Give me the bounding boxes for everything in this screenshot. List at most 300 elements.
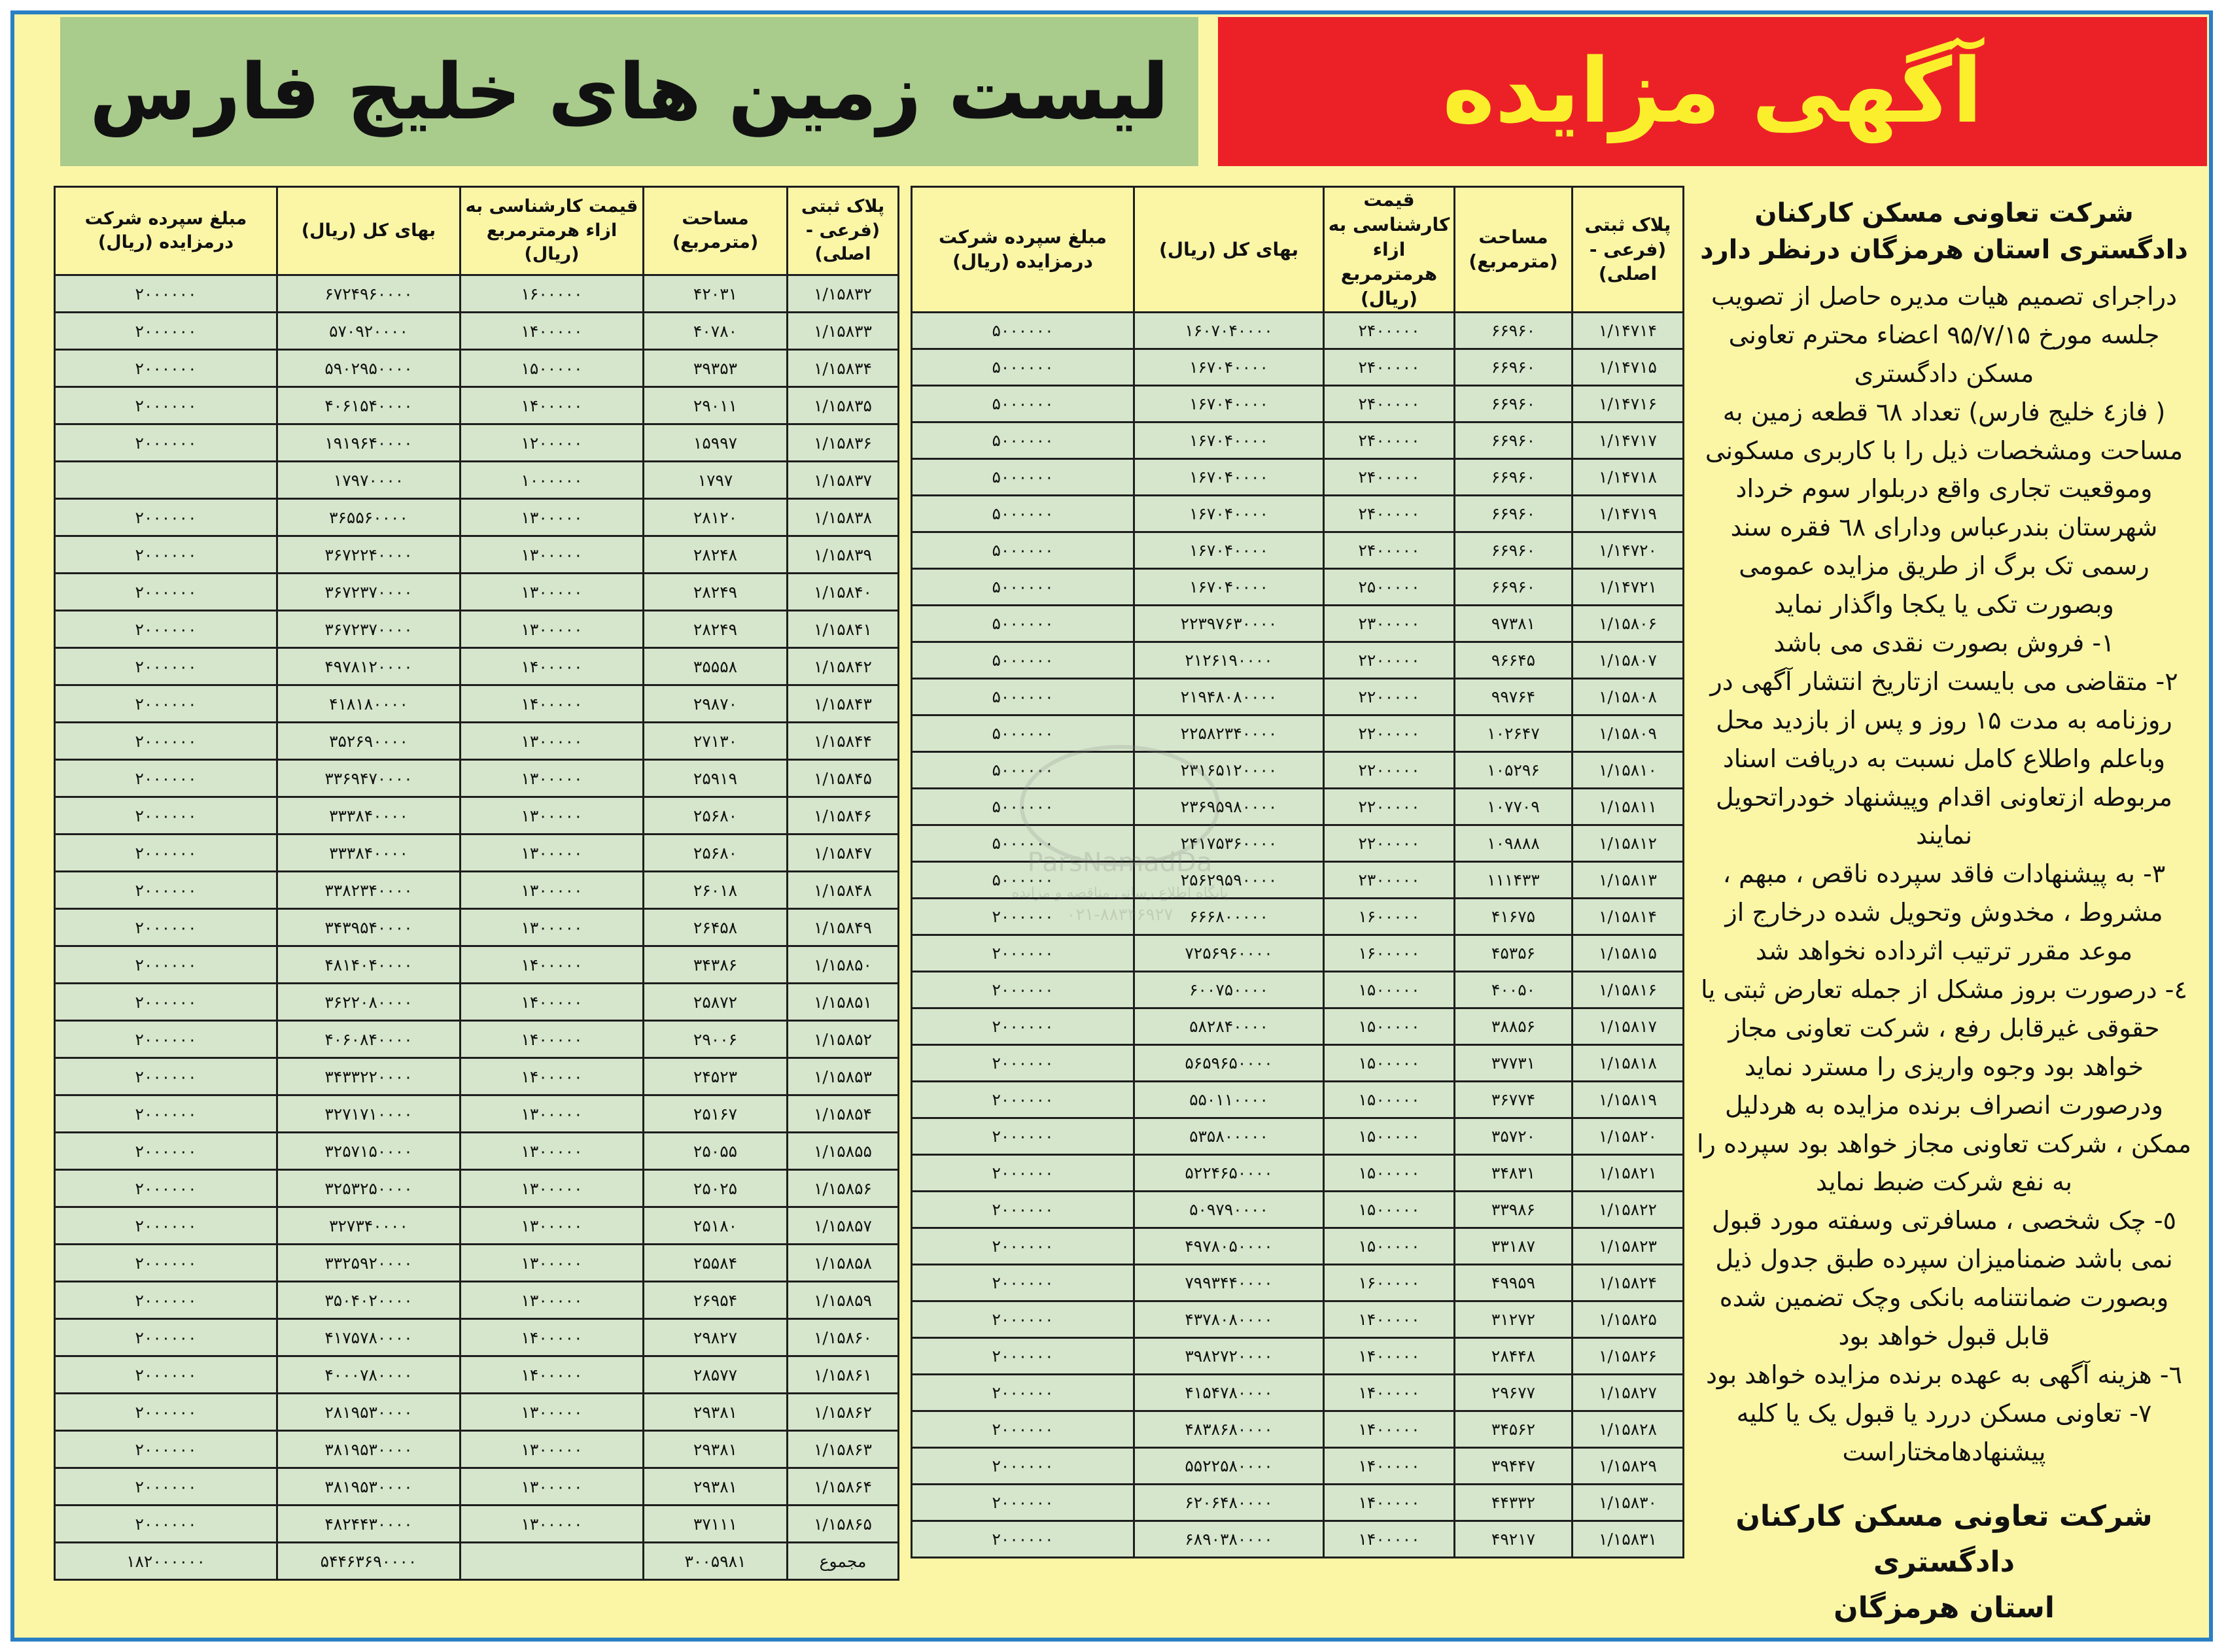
- table-row: [912, 1228, 1684, 1264]
- table-cell: ۶۶۹۶۰: [1455, 568, 1573, 605]
- table-row: [55, 909, 899, 946]
- table-cell: ۲۳۰۰۰۰۰: [1324, 605, 1455, 642]
- table-cell: ۲۰۰۰۰۰۰: [55, 1394, 277, 1431]
- table-cell: ۳۱۲۷۲: [1455, 1301, 1573, 1337]
- land-table-right: [911, 186, 1684, 1558]
- table-cell: ۲۰۰۰۰۰۰: [55, 1468, 277, 1506]
- table-row: [912, 1484, 1684, 1521]
- table-cell: ۲۲۰۰۰۰۰: [1324, 678, 1455, 715]
- table-cell: ۱/۱۵۸۵۶: [788, 1170, 899, 1207]
- table-cell: ۲۸۲۴۹: [644, 611, 788, 648]
- table-cell: ۲۵۶۸۰: [644, 797, 788, 835]
- table-cell: ۲۰۰۰۰۰۰: [912, 1447, 1134, 1484]
- table-row: [55, 946, 899, 984]
- table-cell: ۱/۱۵۸۵۲: [788, 1021, 899, 1058]
- table-cell: ۱/۱۵۸۲۰: [1573, 1118, 1684, 1154]
- notice-paragraph: ۲- متقاضی می بایست ازتاریخ انتشار آگهی در روزنامه به مدت ۱۵ روز و پس از بازدید محل وباعلم واطلاع کامل نسبت به دریافت اسناد مربوطه ازتعاونی اقدام وپیشنهاد خودراتحویل نمایند: [1710, 666, 2178, 850]
- table-cell: ۲۱۲۶۱۹۰۰۰۰: [1134, 642, 1324, 678]
- table-cell: ۶۷۲۴۹۶۰۰۰۰: [277, 275, 461, 313]
- table-cell: ۵۰۰۰۰۰۰: [912, 422, 1134, 458]
- table-cell: ۲۵۶۲۹۵۹۰۰۰۰: [1134, 861, 1324, 898]
- table-cell: ۱۶۰۰۰۰۰: [1324, 1264, 1455, 1301]
- table-cell: ۱/۱۵۸۰۷: [1573, 642, 1684, 678]
- table-cell: ۱/۱۵۸۳۹: [788, 536, 899, 574]
- table-row: [912, 825, 1684, 861]
- table-cell: ۲۰۰۰۰۰۰: [55, 1021, 277, 1058]
- table-cell: ۱/۱۵۸۵۰: [788, 946, 899, 984]
- table-cell: ۲۹۳۸۱: [644, 1394, 788, 1431]
- table-cell: ۱۶۷۰۴۰۰۰۰: [1134, 568, 1324, 605]
- watermark-text: ۰۲۱-۸۸۳۴۶۹۲۷: [1066, 905, 1174, 925]
- table-cell: ۱۳۰۰۰۰۰: [461, 574, 644, 611]
- table-cell: ۵۰۰۰۰۰۰: [912, 861, 1134, 898]
- table-cell: ۱۴۰۰۰۰۰: [461, 648, 644, 685]
- table-cell: ۲۰۰۰۰۰۰: [912, 935, 1134, 971]
- table-cell: ۱۲۰۰۰۰۰: [461, 424, 644, 462]
- table-cell: ۳۶۷۷۴: [1455, 1081, 1573, 1118]
- table-cell: ۲۹۶۷۷: [1455, 1374, 1573, 1411]
- table-row: [55, 499, 899, 536]
- table-row: [912, 935, 1684, 971]
- table-cell: ۱/۱۵۸۶۱: [788, 1356, 899, 1394]
- table-cell: ۱۶۷۰۴۰۰۰۰: [1134, 422, 1324, 458]
- table-cell: ۶۶۹۶۰: [1455, 422, 1573, 458]
- table-cell: ۶۲۰۶۴۸۰۰۰۰: [1134, 1484, 1324, 1521]
- table-cell: ۱۴۰۰۰۰۰: [1324, 1337, 1455, 1374]
- table-cell: ۶۶۹۶۰: [1455, 349, 1573, 385]
- table-cell: ۲۸۴۴۸: [1455, 1337, 1573, 1374]
- table-cell: ۱/۱۴۷۱۸: [1573, 458, 1684, 495]
- table-cell: ۳۳۳۸۴۰۰۰۰: [277, 835, 461, 872]
- notice-paragraph: ( فاز٤ خلیج فارس) تعداد ٦٨ قطعه زمین به مساحت ومشخصات ذیل را با کاربری مسکونی وموقعیت تجاری واقع دربلوار سوم خرداد شهرستان بندرعباس ودارای ٦٨ فقره سند رسمی تک برگ از طریق مزایده عمومی وبصورت تکی یا یکجا واگذار نماید: [1705, 397, 2183, 619]
- table-cell: [55, 462, 277, 499]
- table-cell: ۹۶۶۴۵: [1455, 642, 1573, 678]
- table-cell: ۱/۱۵۸۵۴: [788, 1095, 899, 1133]
- table-row: [912, 349, 1684, 385]
- watermark-text: پایگاه اطلاع رسانی مناقصه و مزایده: [1011, 885, 1228, 901]
- table-row: [55, 1394, 899, 1431]
- table-cell: ۱/۱۵۸۱۶: [1573, 971, 1684, 1008]
- column-header: پلاک ثبتی (فرعی - اصلی): [788, 187, 899, 275]
- table-cell: ۲۲۰۰۰۰۰: [1324, 788, 1455, 825]
- table-cell: ۲۰۰۰۰۰۰: [912, 898, 1134, 935]
- table-cell: ۳۹۴۴۷: [1455, 1447, 1573, 1484]
- table-cell: ۳۷۷۳۱: [1455, 1044, 1573, 1081]
- table-row: [55, 1319, 899, 1356]
- table-cell: ۳۲۵۷۱۵۰۰۰۰: [277, 1133, 461, 1170]
- table-cell: ۳۹۳۵۳: [644, 350, 788, 387]
- table-cell: ۵۲۲۴۶۵۰۰۰۰: [1134, 1154, 1324, 1191]
- table-cell: ۱۰۵۲۹۶: [1455, 751, 1573, 788]
- table-cell: ۱/۱۵۸۴۱: [788, 611, 899, 648]
- table-cell: ۲۰۰۰۰۰۰: [912, 1191, 1134, 1228]
- table-row: [912, 678, 1684, 715]
- table-cell: ۵۰۰۰۰۰۰: [912, 715, 1134, 751]
- table-cell: ۱۳۰۰۰۰۰: [461, 499, 644, 536]
- table-cell: ۲۰۰۰۰۰۰: [55, 909, 277, 946]
- table-cell: ۲۰۰۰۰۰۰: [55, 1431, 277, 1468]
- table-cell: ۲۰۰۰۰۰۰: [55, 1356, 277, 1394]
- table-cell: ۱۳۰۰۰۰۰: [461, 1095, 644, 1133]
- table-body: [55, 275, 899, 1580]
- table-row: [912, 751, 1684, 788]
- table-cell: ۱۵۹۹۷: [644, 424, 788, 462]
- table-cell: ۴۳۷۸۰۸۰۰۰۰: [1134, 1301, 1324, 1337]
- table-cell: ۲۰۰۰۰۰۰: [55, 685, 277, 723]
- table-row: [55, 387, 899, 424]
- table-cell: ۲۰۰۰۰۰۰: [912, 1374, 1134, 1411]
- table-row: [55, 1095, 899, 1133]
- table-row: [912, 458, 1684, 495]
- table-cell: ۱۰۹۸۸۸: [1455, 825, 1573, 861]
- table-row: [912, 715, 1684, 751]
- table-cell: ۲۵۹۱۹: [644, 760, 788, 797]
- table-cell: ۴۹۲۱۷: [1455, 1521, 1573, 1557]
- table-row: [912, 1374, 1684, 1411]
- table-cell: ۲۰۰۰۰۰۰: [912, 1154, 1134, 1191]
- table-row: [912, 1447, 1684, 1484]
- table-cell: ۵۷۰۹۲۰۰۰۰: [277, 313, 461, 350]
- table-row: [912, 605, 1684, 642]
- table-row: [912, 861, 1684, 898]
- table-cell: ۱/۱۵۸۳۶: [788, 424, 899, 462]
- table-cell: ۵۰۰۰۰۰۰: [912, 825, 1134, 861]
- table-cell: ۲۰۰۰۰۰۰: [55, 1245, 277, 1282]
- table-cell: ۱۵۰۰۰۰۰: [1324, 1044, 1455, 1081]
- table-cell: ۲۸۵۷۷: [644, 1356, 788, 1394]
- table-cell: ۱/۱۵۸۲۳: [1573, 1228, 1684, 1264]
- table-row: [912, 1118, 1684, 1154]
- notice-paragraph: ٥- چک شخصی ، مسافرتی وسفته مورد قبول نمی باشد ضمنامیزان سپرده طبق جدول ذیل وبصورت ضمانتنامه بانکی وچک تضمین شده قابل قبول خواهد بود: [1711, 1206, 2177, 1351]
- table-cell: ۳۶۲۲۰۸۰۰۰۰: [277, 984, 461, 1021]
- auction-banner: [1218, 17, 2207, 166]
- table-cell: ۱/۱۵۸۵۷: [788, 1207, 899, 1245]
- table-cell: ۱۳۰۰۰۰۰: [461, 1133, 644, 1170]
- table-cell: ۱۴۰۰۰۰۰: [461, 1319, 644, 1356]
- table-row: [912, 1337, 1684, 1374]
- table-cell: ۱/۱۵۸۱۳: [1573, 861, 1684, 898]
- table-cell: ۵۰۰۰۰۰۰: [912, 312, 1134, 349]
- table-row: [55, 685, 899, 723]
- column-header: بهای کل (ریال): [277, 187, 461, 275]
- table-cell: ۱۰۲۶۴۷: [1455, 715, 1573, 751]
- table-cell: ۲۵۸۷۲: [644, 984, 788, 1021]
- auction-title: آگهی مزایده: [1442, 40, 1983, 143]
- table-row: [912, 385, 1684, 422]
- table-cell: ۳۸۱۹۵۳۰۰۰۰: [277, 1468, 461, 1506]
- table-cell: ۳۴۳۳۲۲۰۰۰۰: [277, 1058, 461, 1095]
- table-cell: ۳۳۳۸۴۰۰۰۰: [277, 797, 461, 835]
- table-cell: ۲۹۳۸۱: [644, 1431, 788, 1468]
- table-cell: ۱/۱۵۸۴۶: [788, 797, 899, 835]
- table-cell: ۱۳۰۰۰۰۰: [461, 1207, 644, 1245]
- table-row: [912, 1008, 1684, 1044]
- table-cell: ۱۶۰۰۰۰۰: [1324, 898, 1455, 935]
- table-row: [912, 1264, 1684, 1301]
- table-cell: ۲۳۱۶۵۱۲۰۰۰۰: [1134, 751, 1324, 788]
- table-cell: ۱/۱۵۸۳۵: [788, 387, 899, 424]
- table-row: [912, 1191, 1684, 1228]
- table-cell: ۱۴۰۰۰۰۰: [461, 313, 644, 350]
- table-cell: ۱۳۰۰۰۰۰: [461, 723, 644, 760]
- notice-paragraph: دراجرای تصمیم هیات مدیره حاصل از تصویب جلسه مورخ ۹۵/۷/۱۵ اعضاء محترم تعاونی مسکن دادگستری: [1711, 282, 2177, 388]
- table-cell: ۱/۱۵۸۶۰: [788, 1319, 899, 1356]
- table-cell: ۱/۱۵۸۲۷: [1573, 1374, 1684, 1411]
- table-cell: ۶۶۹۶۰: [1455, 532, 1573, 568]
- table-total-row: [55, 1543, 899, 1580]
- table-cell: ۵۰۰۰۰۰۰: [912, 532, 1134, 568]
- table-cell: ۲۰۰۰۰۰۰: [55, 1282, 277, 1319]
- table-cell: ۵۳۵۸۰۰۰۰۰: [1134, 1118, 1324, 1154]
- table-cell: ۲۰۰۰۰۰۰: [912, 1264, 1134, 1301]
- column-header: پلاک ثبتی (فرعی - اصلی): [1573, 187, 1684, 313]
- table-cell: ۱/۱۵۸۱۱: [1573, 788, 1684, 825]
- table-cell: ۲۹۸۲۷: [644, 1319, 788, 1356]
- table-cell: ۱/۱۵۸۱۹: [1573, 1081, 1684, 1118]
- table-cell: ۱/۱۵۸۴۰: [788, 574, 899, 611]
- watermark-text: ParsNamadDa: [1027, 848, 1213, 878]
- table-cell: ۳۵۰۴۰۲۰۰۰۰: [277, 1282, 461, 1319]
- table-cell: ۵۵۲۲۵۸۰۰۰۰: [1134, 1447, 1324, 1484]
- table-cell: ۵۴۴۶۳۶۹۰۰۰۰: [277, 1543, 461, 1580]
- table-cell: ۹۷۳۸۱: [1455, 605, 1573, 642]
- column-header: قیمت کارشناسی به ازاء هرمترمربع (ریال): [461, 187, 644, 275]
- table-row: [55, 1506, 899, 1543]
- table-cell: ۱۵۰۰۰۰۰: [1324, 1228, 1455, 1264]
- table-cell: ۱/۱۵۸۳۳: [788, 313, 899, 350]
- table-row: [912, 532, 1684, 568]
- table-row: [55, 313, 899, 350]
- table-cell: ۲۵۱۶۷: [644, 1095, 788, 1133]
- column-header: مساحت (مترمربع): [1455, 187, 1573, 313]
- table-cell: ۲۰۰۰۰۰۰: [55, 1170, 277, 1207]
- table-cell: ۲۰۰۰۰۰۰: [912, 1228, 1134, 1264]
- table-cell: ۶۶۹۶۰: [1455, 312, 1573, 349]
- table-cell: ۱۹۱۹۶۴۰۰۰۰: [277, 424, 461, 462]
- table-cell: ۵۰۰۰۰۰۰: [912, 605, 1134, 642]
- column-header: قیمت کارشناسی به ازاء هرمترمربع (ریال): [1324, 187, 1455, 313]
- table-cell: ۶۶۹۶۰: [1455, 458, 1573, 495]
- table-cell: ۳۵۵۵۸: [644, 648, 788, 685]
- table-cell: ۱۶۰۷۰۴۰۰۰۰: [1134, 312, 1324, 349]
- table-cell: ۲۴۰۰۰۰۰: [1324, 458, 1455, 495]
- table-cell: ۱۴۰۰۰۰۰: [1324, 1447, 1455, 1484]
- table-cell: ۵۰۰۰۰۰۰: [912, 495, 1134, 532]
- table-cell: ۳۴۵۶۲: [1455, 1411, 1573, 1447]
- table-cell: ۳۳۸۲۳۴۰۰۰۰: [277, 872, 461, 909]
- table-cell: ۳۹۸۲۷۲۰۰۰۰: [1134, 1337, 1324, 1374]
- table-cell: ۴۰۰۵۰: [1455, 971, 1573, 1008]
- table-row: [912, 312, 1684, 349]
- table-cell: ۴۹۷۸۱۲۰۰۰۰: [277, 648, 461, 685]
- table-row: [55, 1245, 899, 1282]
- table-cell: ۶۸۹۰۳۸۰۰۰۰: [1134, 1521, 1324, 1557]
- table-row: [55, 1431, 899, 1468]
- table-cell: ۵۶۵۹۶۵۰۰۰۰: [1134, 1044, 1324, 1081]
- table-row: [912, 788, 1684, 825]
- table-row: [55, 984, 899, 1021]
- table-cell: ۵۰۰۰۰۰۰: [912, 751, 1134, 788]
- table-cell: ۱۴۰۰۰۰۰: [461, 984, 644, 1021]
- table-cell: ۱۳۰۰۰۰۰: [461, 835, 644, 872]
- table-cell: ۱۴۰۰۰۰۰: [1324, 1521, 1455, 1557]
- table-row: [55, 1207, 899, 1245]
- table-cell: ۱۰۰۰۰۰۰: [461, 462, 644, 499]
- table-cell: ۲۰۰۰۰۰۰: [55, 648, 277, 685]
- table-cell: ۳۷۱۱۱: [644, 1506, 788, 1543]
- table-cell: ۲۹۰۱۱: [644, 387, 788, 424]
- table-cell: ۲۰۰۰۰۰۰: [912, 1118, 1134, 1154]
- table-row: [55, 797, 899, 835]
- table-row: [55, 1468, 899, 1506]
- table-cell: ۳۳۹۸۶: [1455, 1191, 1573, 1228]
- table-cell: ۲۲۵۸۲۳۴۰۰۰۰: [1134, 715, 1324, 751]
- table-cell: ۱۴۰۰۰۰۰: [461, 685, 644, 723]
- table-cell: ۲۳۶۹۵۹۸۰۰۰۰: [1134, 788, 1324, 825]
- table-row: [55, 275, 899, 313]
- table-cell: ۲۴۰۰۰۰۰: [1324, 349, 1455, 385]
- table-cell: ۴۲۰۳۱: [644, 275, 788, 313]
- table-cell: ۱۷۹۷۰۰۰۰: [277, 462, 461, 499]
- table-row: [55, 350, 899, 387]
- notice-paragraph: ٦- هزینه آگهی به عهده برنده مزایده خواهد بود: [1705, 1360, 2183, 1389]
- table-cell: ۲۶۹۵۴: [644, 1282, 788, 1319]
- table-cell: ۲۵۱۸۰: [644, 1207, 788, 1245]
- table-cell: ۲۴۵۲۳: [644, 1058, 788, 1095]
- table-cell: ۶۶۶۸۰۰۰۰۰: [1134, 898, 1324, 935]
- table-cell: ۲۰۰۰۰۰۰: [912, 1081, 1134, 1118]
- table-cell: ۱/۱۵۸۵۸: [788, 1245, 899, 1282]
- table-cell: ۷۲۵۶۹۶۰۰۰۰: [1134, 935, 1324, 971]
- table-cell: ۱/۱۵۸۲۶: [1573, 1337, 1684, 1374]
- table-cell: ۲۰۰۰۰۰۰: [55, 1058, 277, 1095]
- table-row: [912, 495, 1684, 532]
- table-cell: ۱۰۷۷۰۹: [1455, 788, 1573, 825]
- table-cell: ۱۱۱۴۳۳: [1455, 861, 1573, 898]
- table-cell: ۲۰۰۰۰۰۰: [912, 971, 1134, 1008]
- table-cell: [461, 1543, 644, 1580]
- table-cell: ۲۰۰۰۰۰۰: [55, 387, 277, 424]
- table-cell: ۲۰۰۰۰۰۰: [55, 760, 277, 797]
- table-cell: ۲۰۰۰۰۰۰: [55, 872, 277, 909]
- table-cell: ۲۸۲۴۸: [644, 536, 788, 574]
- table-cell: ۲۰۰۰۰۰۰: [55, 313, 277, 350]
- notice-paragraph: ٤- درصورت بروز مشکل از جمله تعارض ثبتی یا حقوقی غیرقابل رفع ، شرکت تعاونی مجاز خواهد بود وجوه واریزی را مسترد نماید ودرصورت انصراف برنده مزایده به هردلیل ممکن ، شرکت تعاونی مجاز خواهد بود سپرده را به نفع شرکت ضبط نماید: [1696, 975, 2192, 1197]
- table-cell: ۴۴۳۳۲: [1455, 1484, 1573, 1521]
- table-cell: ۱/۱۴۷۱۷: [1573, 422, 1684, 458]
- table-cell: ۲۰۰۰۰۰۰: [55, 499, 277, 536]
- table-row: [55, 536, 899, 574]
- table-cell: ۵۰۰۰۰۰۰: [912, 568, 1134, 605]
- table-header-row: [912, 187, 1684, 313]
- table-cell: ۲۴۰۰۰۰۰: [1324, 422, 1455, 458]
- table-cell: ۱/۱۵۸۶۲: [788, 1394, 899, 1431]
- table-cell: ۲۰۰۰۰۰۰: [912, 1484, 1134, 1521]
- table-cell: ۱۳۰۰۰۰۰: [461, 909, 644, 946]
- table-cell: ۱/۱۵۸۵۹: [788, 1282, 899, 1319]
- notice-paragraph: ۳- به پیشنهادات فاقد سپرده ناقص ، مبهم ، مشروط ، مخدوش وتحویل شده درخارج از موعد مقرر ترتیب اثرداده نخواهد شد: [1722, 859, 2166, 966]
- table-cell: ۷۹۹۳۴۴۰۰۰۰: [1134, 1264, 1324, 1301]
- table-cell: ۲۲۰۰۰۰۰: [1324, 825, 1455, 861]
- table-cell: ۵۰۰۰۰۰۰: [912, 349, 1134, 385]
- column-header: بهای کل (ریال): [1134, 187, 1324, 313]
- table-cell: ۲۰۰۰۰۰۰: [55, 723, 277, 760]
- table-cell: ۱۳۰۰۰۰۰: [461, 872, 644, 909]
- table-cell: ۲۰۰۰۰۰۰: [912, 1411, 1134, 1447]
- table-cell: ۱/۱۴۷۱۵: [1573, 349, 1684, 385]
- table-cell: ۲۰۰۰۰۰۰: [55, 536, 277, 574]
- table-cell: ۵۰۰۰۰۰۰: [912, 642, 1134, 678]
- table-cell: ۱۶۰۰۰۰۰: [1324, 935, 1455, 971]
- table-cell: ۱۴۰۰۰۰۰: [1324, 1374, 1455, 1411]
- column-header: مبلغ سپرده شرکت درمزایده (ریال): [912, 187, 1134, 313]
- table-cell: ۲۱۹۴۸۰۸۰۰۰۰: [1134, 678, 1324, 715]
- table-cell: ۴۸۱۴۰۴۰۰۰۰: [277, 946, 461, 984]
- table-cell: ۳۰۰۵۹۸۱: [644, 1543, 788, 1580]
- table-row: [912, 971, 1684, 1008]
- notice-signature: [1696, 1494, 2193, 1632]
- table-row: [55, 574, 899, 611]
- table-cell: ۱/۱۵۸۶۳: [788, 1431, 899, 1468]
- table-row: [55, 648, 899, 685]
- table-cell: ۲۲۳۹۷۶۳۰۰۰۰: [1134, 605, 1324, 642]
- table-cell: ۶۶۹۶۰: [1455, 385, 1573, 422]
- table-cell: ۴۵۳۵۶: [1455, 935, 1573, 971]
- table-cell: ۴۱۸۱۸۰۰۰۰: [277, 685, 461, 723]
- table-cell: ۲۵۰۲۵: [644, 1170, 788, 1207]
- table-cell: ۱/۱۵۸۳۰: [1573, 1484, 1684, 1521]
- table-cell: ۲۰۰۰۰۰۰: [55, 1133, 277, 1170]
- table-cell: ۱/۱۵۸۱۵: [1573, 935, 1684, 971]
- table-cell: ۲۸۱۲۰: [644, 499, 788, 536]
- table-cell: ۱۴۰۰۰۰۰: [461, 387, 644, 424]
- table-cell: ۱۵۰۰۰۰۰: [461, 350, 644, 387]
- table-cell: ۲۰۰۰۰۰۰: [55, 611, 277, 648]
- table-cell: ۳۲۷۱۷۱۰۰۰۰: [277, 1095, 461, 1133]
- table-cell: ۱۳۰۰۰۰۰: [461, 536, 644, 574]
- signature-line: استان هرمزگان: [1834, 1591, 2055, 1625]
- table-cell: ۳۶۵۵۶۰۰۰۰: [277, 499, 461, 536]
- table-cell: ۱/۱۵۸۵۳: [788, 1058, 899, 1095]
- table-cell: ۲۹۰۰۶: [644, 1021, 788, 1058]
- table-cell: ۱۵۰۰۰۰۰: [1324, 1081, 1455, 1118]
- land-list-title: لیست زمین های خلیج فارس: [89, 46, 1170, 137]
- table-cell: ۳۸۸۵۶: [1455, 1008, 1573, 1044]
- column-header: مبلغ سپرده شرکت درمزایده (ریال): [55, 187, 277, 275]
- table-cell: ۲۰۰۰۰۰۰: [912, 1337, 1134, 1374]
- table-cell: ۱۶۷۰۴۰۰۰۰: [1134, 385, 1324, 422]
- land-list-banner: [60, 17, 1198, 166]
- table-cell: ۲۵۰۰۰۰۰: [1324, 568, 1455, 605]
- table-cell: ۲۸۲۴۹: [644, 574, 788, 611]
- table-cell: ۱۶۷۰۴۰۰۰۰: [1134, 458, 1324, 495]
- table-row: [912, 1044, 1684, 1081]
- table-cell: ۴۱۷۵۷۸۰۰۰۰: [277, 1319, 461, 1356]
- table-row: [55, 835, 899, 872]
- table-cell: ۱۳۰۰۰۰۰: [461, 1245, 644, 1282]
- table-cell: ۳۶۷۲۳۷۰۰۰۰: [277, 574, 461, 611]
- table-cell: ۱/۱۵۸۱۰: [1573, 751, 1684, 788]
- table-cell: ۲۰۰۰۰۰۰: [912, 1521, 1134, 1557]
- table-cell: ۴۹۷۸۰۵۰۰۰۰: [1134, 1228, 1324, 1264]
- table-header-row: [55, 187, 899, 275]
- table-cell: ۱/۱۵۸۱۲: [1573, 825, 1684, 861]
- table-cell: ۵۰۰۰۰۰۰: [912, 458, 1134, 495]
- table-cell: ۲۴۰۰۰۰۰: [1324, 312, 1455, 349]
- table-cell: ۳۶۷۲۲۴۰۰۰۰: [277, 536, 461, 574]
- table-cell: ۱۶۰۰۰۰۰: [461, 275, 644, 313]
- table-cell: ۴۸۳۸۶۸۰۰۰۰: [1134, 1411, 1324, 1447]
